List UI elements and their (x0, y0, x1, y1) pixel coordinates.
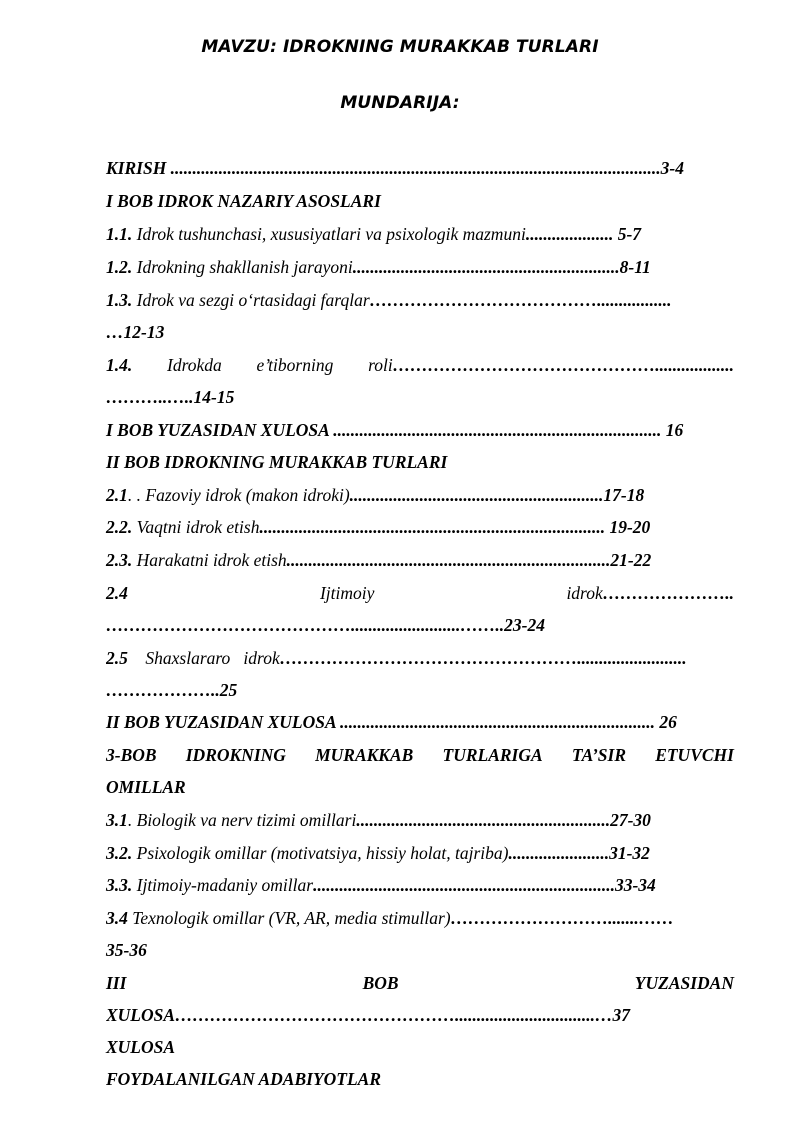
section-title: Idrok va sezgi o‘rtasidagi farqlar (132, 290, 370, 310)
leader-dots: ……………………………………………......................... (279, 648, 687, 668)
toc-section-3-2 (106, 842, 734, 864)
section-number: 2.2. (106, 517, 133, 537)
section-word: Shaxslararo (145, 648, 231, 668)
section-title: Texnologik omillar (VR, AR, media stimullar) (127, 908, 451, 928)
toc-chapter-3-continued: OMILLAR (106, 777, 186, 797)
toc-chapter-3-conclusion (106, 972, 734, 994)
toc-section-1-3-pages: …12-13 (106, 322, 165, 342)
section-number: 3.2. (106, 843, 133, 863)
section-title: Harakatni idrok etish (132, 550, 287, 570)
section-number: 1.3. (106, 290, 133, 310)
leader-page: .............................................................8-11 (352, 257, 651, 277)
chapter-word: TURLARIGA (442, 745, 543, 765)
section-number: 3.4 (106, 908, 128, 928)
toc-section-2-5-pages: ………………..25 (106, 680, 238, 700)
toc-section-3-1 (106, 809, 734, 831)
section-number: 2.1 (106, 485, 128, 505)
section-title: Idrok tushunchasi, xususiyatlari va psixologik mazmuni (132, 224, 526, 244)
section-word: Ijtimoiy (319, 583, 375, 603)
toc-chapter-3 (106, 744, 734, 766)
toc-section-2-1 (106, 484, 734, 506)
toc-section-2-4 (106, 582, 734, 604)
leader-page: .....................................................................33-34 (313, 875, 656, 895)
section-title: . . Fazoviy idrok (makon idroki) (127, 485, 350, 505)
section-tail (566, 582, 734, 604)
chapter-word: 3-BOB (106, 745, 157, 765)
toc-section-3-4 (106, 907, 734, 929)
chapter-word: TA’SIR (571, 745, 626, 765)
toc-conclusion: XULOSA (106, 1037, 176, 1057)
toc-chapter-2-conclusion: II BOB YUZASIDAN XULOSA ........................................................................ 26 (106, 712, 677, 732)
toc-section-3-4-pages: 35-36 (106, 940, 147, 960)
section-number: 2.3. (106, 550, 133, 570)
toc-section-1-3 (106, 289, 734, 311)
chapter-word: III (106, 973, 127, 993)
section-word: roli (368, 355, 393, 375)
section-number: 3.3. (106, 875, 133, 895)
section-title: Ijtimoiy-madaniy omillar (132, 875, 314, 895)
toc-section-1-1 (106, 223, 734, 245)
chapter-word: BOB (362, 973, 399, 993)
section-number: 3.1 (106, 810, 128, 830)
leader-dots: …………………………………................. (369, 290, 672, 310)
leader-page: ..........................................................................21-22 (286, 550, 652, 570)
toc-chapter-1: I BOB IDROK NAZARIY ASOSLARI (106, 191, 381, 211)
chapter-word: YUZASIDAN (634, 973, 734, 993)
chapter-word: ETUVCHI (655, 745, 734, 765)
section-word: idrok (566, 583, 603, 603)
section-number: 1.4. (106, 355, 133, 375)
leader-dots: ……………………….......…… (450, 908, 674, 928)
leader-page: ..........................................................27-30 (356, 810, 651, 830)
toc-section-2-4-pages: …………………………………….........................……..23-24 (106, 615, 545, 635)
section-title: Psixologik omillar (motivatsiya, hissiy holat, tajriba) (132, 843, 509, 863)
section-word: e’tiborning (256, 355, 334, 375)
leader-page: .......................31-32 (508, 843, 650, 863)
toc-chapter-1-conclusion: I BOB YUZASIDAN XULOSA ........................................................................... 16 (106, 420, 684, 440)
section-number: 2.5 (106, 648, 128, 668)
toc-section-2-5 (106, 647, 734, 669)
chapter-word: MURAKKAB (315, 745, 414, 765)
section-title: . Biologik va nerv tizimi omillari (127, 810, 357, 830)
section-title: Idrokning shakllanish jarayoni (132, 257, 353, 277)
leader-page: .................... 5-7 (525, 224, 642, 244)
section-title: Vaqtni idrok etish (132, 517, 260, 537)
chapter-word: IDROKNING (185, 745, 286, 765)
toc-chapter-3-conclusion-pages: XULOSA…………………………………………................................…37 (106, 1005, 631, 1025)
leader-dots: ………………….. (602, 583, 734, 603)
section-number: 1.1. (106, 224, 133, 244)
toc-section-3-3 (106, 874, 734, 896)
toc-section-1-2 (106, 256, 734, 278)
section-word: Idrokda (167, 355, 222, 375)
section-number: 1.2. (106, 257, 133, 277)
toc-section-1-4 (106, 354, 734, 376)
section-number: 2.4 (106, 583, 128, 603)
leader-dots: ……………………………………….................. (392, 355, 734, 375)
section-word: idrok (243, 648, 280, 668)
toc-references: FOYDALANILGAN ADABIYOTLAR (106, 1069, 382, 1089)
toc-section-1-4-pages: ………..…..14-15 (106, 387, 235, 407)
toc-chapter-2: II BOB IDROKNING MURAKKAB TURLARI (106, 452, 448, 472)
toc-section-2-3 (106, 549, 734, 571)
leader-page: ............................................................................... 19-20 (259, 517, 651, 537)
toc-kirish: KIRISH ................................................................................................................3-4 (106, 158, 685, 178)
contents-heading: MUNDARIJA: (340, 93, 460, 113)
leader-page: ..........................................................17-18 (349, 485, 645, 505)
section-tail (368, 354, 734, 376)
toc-section-2-2 (106, 516, 734, 538)
document-topic: MAVZU: IDROKNING MURAKKAB TURLARI (201, 37, 599, 57)
